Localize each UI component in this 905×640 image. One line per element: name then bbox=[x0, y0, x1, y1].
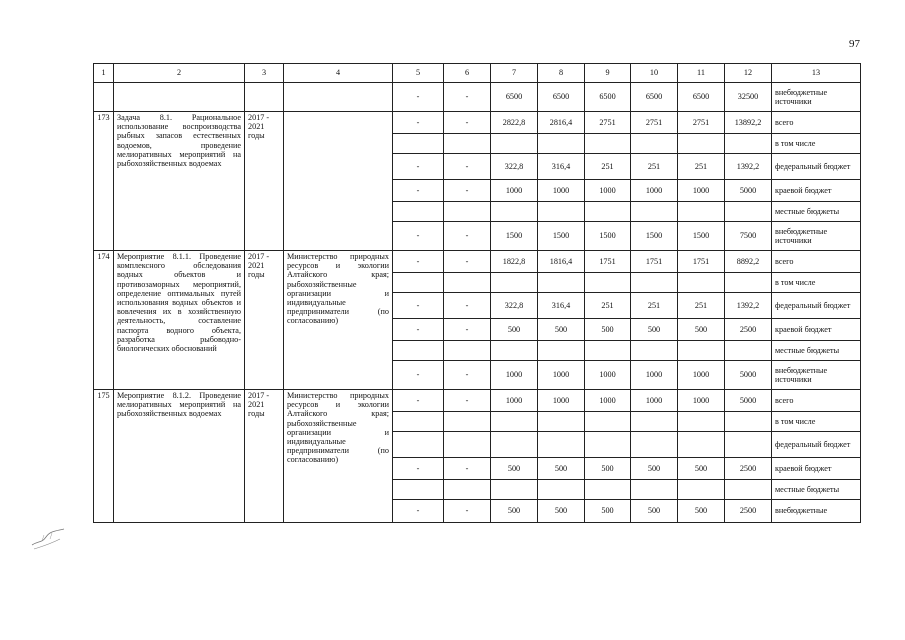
program-table bbox=[93, 63, 861, 523]
value-cell bbox=[491, 432, 538, 458]
years-cell: 2017 - 2021 годы bbox=[245, 112, 284, 251]
executor-cell: Министерство природных ресурсов и экологии Алтайского края; рыбохозяйственные организации и индивидуальные предприниматели (по согласованию) bbox=[284, 251, 393, 390]
value-cell: 500 bbox=[678, 319, 725, 341]
handwritten-mark bbox=[30, 525, 66, 551]
table-row bbox=[94, 112, 861, 134]
value-cell bbox=[585, 202, 631, 222]
value-cell bbox=[444, 480, 491, 500]
value-cell bbox=[538, 202, 585, 222]
value-cell: 1000 bbox=[538, 361, 585, 390]
value-cell: 251 bbox=[585, 154, 631, 180]
funding-source-cell: в том числе bbox=[772, 412, 861, 432]
value-cell: 1500 bbox=[678, 222, 725, 251]
value-cell bbox=[725, 412, 772, 432]
value-cell bbox=[725, 341, 772, 361]
value-cell bbox=[538, 432, 585, 458]
funding-source-cell: всего bbox=[772, 112, 861, 134]
value-cell bbox=[491, 412, 538, 432]
header-cell: 5 bbox=[393, 64, 444, 83]
value-cell: 1000 bbox=[585, 390, 631, 412]
row-number-cell: 174 bbox=[94, 251, 114, 390]
task-name-cell: Мероприятие 8.1.1. Проведение комплексного обследования водных объектов и противозаморных мероприятий, определение оптимальных путей использования водных объектов и вовлечения их в хозяйственную деятельность, составление паспорта водного объекта, разработка рыбоводно-биологических обоснований bbox=[114, 251, 245, 390]
value-cell: 1751 bbox=[631, 251, 678, 273]
value-cell bbox=[585, 273, 631, 293]
value-cell bbox=[678, 432, 725, 458]
funding-source-cell: внебюджетные bbox=[772, 500, 861, 523]
value-cell: 1392,2 bbox=[725, 154, 772, 180]
value-cell: 2822,8 bbox=[491, 112, 538, 134]
value-cell bbox=[631, 432, 678, 458]
value-cell: 1000 bbox=[491, 180, 538, 202]
value-cell: 1751 bbox=[678, 251, 725, 273]
value-cell bbox=[631, 412, 678, 432]
value-cell: 500 bbox=[491, 319, 538, 341]
value-cell: - bbox=[444, 251, 491, 273]
value-cell: 500 bbox=[538, 458, 585, 480]
value-cell: 1000 bbox=[538, 390, 585, 412]
value-cell bbox=[631, 202, 678, 222]
value-cell: 2500 bbox=[725, 458, 772, 480]
value-cell: 1500 bbox=[585, 222, 631, 251]
value-cell bbox=[678, 412, 725, 432]
value-cell: 7500 bbox=[725, 222, 772, 251]
value-cell: 1392,2 bbox=[725, 293, 772, 319]
value-cell: 1000 bbox=[491, 390, 538, 412]
value-cell: - bbox=[444, 154, 491, 180]
value-cell: 2500 bbox=[725, 319, 772, 341]
value-cell bbox=[585, 412, 631, 432]
funding-source-cell: федеральный бюджет bbox=[772, 432, 861, 458]
task-name-cell: Задача 8.1. Рациональное использование воспроизводства рыбных запасов естественных водоемов, проведение мелиоративных мероприятий на рыбохозяйственных водоемах bbox=[114, 112, 245, 251]
value-cell: 2751 bbox=[678, 112, 725, 134]
page-number: 97 bbox=[849, 38, 860, 50]
value-cell: 2500 bbox=[725, 500, 772, 523]
value-cell bbox=[585, 432, 631, 458]
header-cell: 2 bbox=[114, 64, 245, 83]
funding-source-cell: в том числе bbox=[772, 273, 861, 293]
value-cell: 251 bbox=[678, 154, 725, 180]
value-cell bbox=[585, 341, 631, 361]
value-cell: 500 bbox=[585, 500, 631, 523]
header-cell: 10 bbox=[631, 64, 678, 83]
value-cell: - bbox=[393, 154, 444, 180]
funding-source-cell: местные бюджеты bbox=[772, 480, 861, 500]
value-cell: - bbox=[393, 500, 444, 523]
header-cell: 8 bbox=[538, 64, 585, 83]
value-cell: 251 bbox=[678, 293, 725, 319]
value-cell: 1000 bbox=[491, 361, 538, 390]
task-name-cell: Мероприятие 8.1.2. Проведение мелиоративных мероприятий на рыбохозяйственных водоемах bbox=[114, 390, 245, 523]
value-cell: 1000 bbox=[678, 180, 725, 202]
funding-source-cell: внебюджетные источники bbox=[772, 361, 861, 390]
value-cell bbox=[393, 134, 444, 154]
value-cell bbox=[678, 480, 725, 500]
value-cell bbox=[444, 412, 491, 432]
funding-source-cell: в том числе bbox=[772, 134, 861, 154]
value-cell bbox=[444, 202, 491, 222]
funding-source-cell: федеральный бюджет bbox=[772, 293, 861, 319]
value-cell bbox=[393, 480, 444, 500]
value-cell: 1500 bbox=[538, 222, 585, 251]
value-cell: 2751 bbox=[585, 112, 631, 134]
value-cell: 1000 bbox=[538, 180, 585, 202]
value-cell: 500 bbox=[678, 458, 725, 480]
value-cell: 6500 bbox=[491, 83, 538, 112]
value-cell: 6500 bbox=[631, 83, 678, 112]
value-cell bbox=[678, 341, 725, 361]
funding-source-cell: федеральный бюджет bbox=[772, 154, 861, 180]
funding-source-cell: краевой бюджет bbox=[772, 319, 861, 341]
funding-source-cell: краевой бюджет bbox=[772, 458, 861, 480]
value-cell: - bbox=[444, 500, 491, 523]
value-cell: - bbox=[393, 390, 444, 412]
value-cell: - bbox=[444, 458, 491, 480]
value-cell: 1000 bbox=[585, 180, 631, 202]
value-cell: 251 bbox=[631, 154, 678, 180]
value-cell bbox=[725, 480, 772, 500]
value-cell bbox=[393, 273, 444, 293]
value-cell: - bbox=[393, 361, 444, 390]
value-cell bbox=[678, 202, 725, 222]
value-cell: 251 bbox=[631, 293, 678, 319]
value-cell bbox=[491, 341, 538, 361]
funding-source-cell: всего bbox=[772, 251, 861, 273]
header-cell: 7 bbox=[491, 64, 538, 83]
value-cell: 251 bbox=[585, 293, 631, 319]
value-cell: - bbox=[444, 390, 491, 412]
value-cell: 2816,4 bbox=[538, 112, 585, 134]
executor-cell bbox=[284, 112, 393, 251]
value-cell bbox=[538, 341, 585, 361]
value-cell: 1000 bbox=[631, 180, 678, 202]
value-cell: 500 bbox=[678, 500, 725, 523]
funding-source-cell: местные бюджеты bbox=[772, 341, 861, 361]
funding-source-cell: краевой бюджет bbox=[772, 180, 861, 202]
value-cell bbox=[444, 273, 491, 293]
value-cell: 5000 bbox=[725, 390, 772, 412]
executor-cell bbox=[284, 83, 393, 112]
value-cell bbox=[725, 202, 772, 222]
value-cell bbox=[444, 341, 491, 361]
value-cell: 5000 bbox=[725, 361, 772, 390]
value-cell: 500 bbox=[631, 500, 678, 523]
header-cell: 4 bbox=[284, 64, 393, 83]
value-cell: 500 bbox=[538, 319, 585, 341]
value-cell bbox=[538, 480, 585, 500]
value-cell bbox=[585, 134, 631, 154]
years-cell: 2017 - 2021 годы bbox=[245, 251, 284, 390]
value-cell: 5000 bbox=[725, 180, 772, 202]
value-cell: 6500 bbox=[585, 83, 631, 112]
value-cell bbox=[393, 432, 444, 458]
value-cell bbox=[444, 134, 491, 154]
value-cell: - bbox=[444, 361, 491, 390]
value-cell: 8892,2 bbox=[725, 251, 772, 273]
value-cell bbox=[491, 273, 538, 293]
funding-source-cell: внебюджетные источники bbox=[772, 222, 861, 251]
value-cell: 316,4 bbox=[538, 154, 585, 180]
table-row bbox=[94, 251, 861, 273]
funding-source-cell: внебюджетные источники bbox=[772, 83, 861, 112]
value-cell bbox=[585, 480, 631, 500]
value-cell bbox=[393, 202, 444, 222]
row-number-cell: 175 bbox=[94, 390, 114, 523]
value-cell: 1751 bbox=[585, 251, 631, 273]
value-cell bbox=[631, 341, 678, 361]
table-row bbox=[94, 390, 861, 412]
value-cell bbox=[725, 273, 772, 293]
value-cell bbox=[393, 412, 444, 432]
value-cell bbox=[678, 273, 725, 293]
value-cell: 1000 bbox=[631, 390, 678, 412]
value-cell: 1000 bbox=[678, 390, 725, 412]
value-cell: - bbox=[444, 112, 491, 134]
value-cell bbox=[444, 432, 491, 458]
value-cell: 6500 bbox=[678, 83, 725, 112]
value-cell bbox=[725, 134, 772, 154]
executor-cell: Министерство природных ресурсов и экологии Алтайского края; рыбохозяйственные организации и индивидуальные предприниматели (по согласованию) bbox=[284, 390, 393, 523]
value-cell: 1816,4 bbox=[538, 251, 585, 273]
years-cell: 2017 - 2021 годы bbox=[245, 390, 284, 523]
value-cell bbox=[393, 341, 444, 361]
value-cell: - bbox=[393, 112, 444, 134]
value-cell: - bbox=[444, 319, 491, 341]
value-cell: 6500 bbox=[538, 83, 585, 112]
value-cell: 500 bbox=[538, 500, 585, 523]
header-cell: 11 bbox=[678, 64, 725, 83]
value-cell: 322,8 bbox=[491, 293, 538, 319]
value-cell: 500 bbox=[491, 458, 538, 480]
value-cell: 1822,8 bbox=[491, 251, 538, 273]
value-cell: - bbox=[393, 293, 444, 319]
value-cell: 1000 bbox=[631, 361, 678, 390]
value-cell: - bbox=[444, 222, 491, 251]
value-cell: 500 bbox=[631, 319, 678, 341]
row-number-cell: 173 bbox=[94, 112, 114, 251]
value-cell bbox=[491, 480, 538, 500]
value-cell: - bbox=[393, 319, 444, 341]
value-cell: 1000 bbox=[678, 361, 725, 390]
value-cell: 316,4 bbox=[538, 293, 585, 319]
header-cell: 1 bbox=[94, 64, 114, 83]
value-cell: 13892,2 bbox=[725, 112, 772, 134]
value-cell: - bbox=[444, 293, 491, 319]
value-cell: 32500 bbox=[725, 83, 772, 112]
value-cell bbox=[538, 412, 585, 432]
header-cell: 9 bbox=[585, 64, 631, 83]
years-cell bbox=[245, 83, 284, 112]
value-cell bbox=[678, 134, 725, 154]
header-cell: 12 bbox=[725, 64, 772, 83]
header-cell: 6 bbox=[444, 64, 491, 83]
value-cell: 2751 bbox=[631, 112, 678, 134]
value-cell: 500 bbox=[585, 458, 631, 480]
value-cell bbox=[538, 273, 585, 293]
value-cell: 322,8 bbox=[491, 154, 538, 180]
value-cell: 500 bbox=[491, 500, 538, 523]
row-number-cell bbox=[94, 83, 114, 112]
value-cell bbox=[725, 432, 772, 458]
value-cell: 1500 bbox=[631, 222, 678, 251]
value-cell: 500 bbox=[585, 319, 631, 341]
value-cell: - bbox=[393, 83, 444, 112]
value-cell: - bbox=[444, 180, 491, 202]
continuation-row bbox=[94, 83, 861, 112]
value-cell bbox=[631, 480, 678, 500]
header-row bbox=[94, 64, 861, 83]
value-cell: - bbox=[393, 458, 444, 480]
header-cell: 3 bbox=[245, 64, 284, 83]
value-cell: 1500 bbox=[491, 222, 538, 251]
value-cell: 500 bbox=[631, 458, 678, 480]
value-cell: - bbox=[393, 180, 444, 202]
value-cell bbox=[491, 134, 538, 154]
value-cell bbox=[631, 273, 678, 293]
value-cell: - bbox=[393, 222, 444, 251]
header-cell: 13 bbox=[772, 64, 861, 83]
value-cell: - bbox=[393, 251, 444, 273]
value-cell bbox=[631, 134, 678, 154]
value-cell bbox=[491, 202, 538, 222]
value-cell: 1000 bbox=[585, 361, 631, 390]
value-cell bbox=[538, 134, 585, 154]
funding-source-cell: всего bbox=[772, 390, 861, 412]
task-name-cell bbox=[114, 83, 245, 112]
funding-source-cell: местные бюджеты bbox=[772, 202, 861, 222]
value-cell: - bbox=[444, 83, 491, 112]
